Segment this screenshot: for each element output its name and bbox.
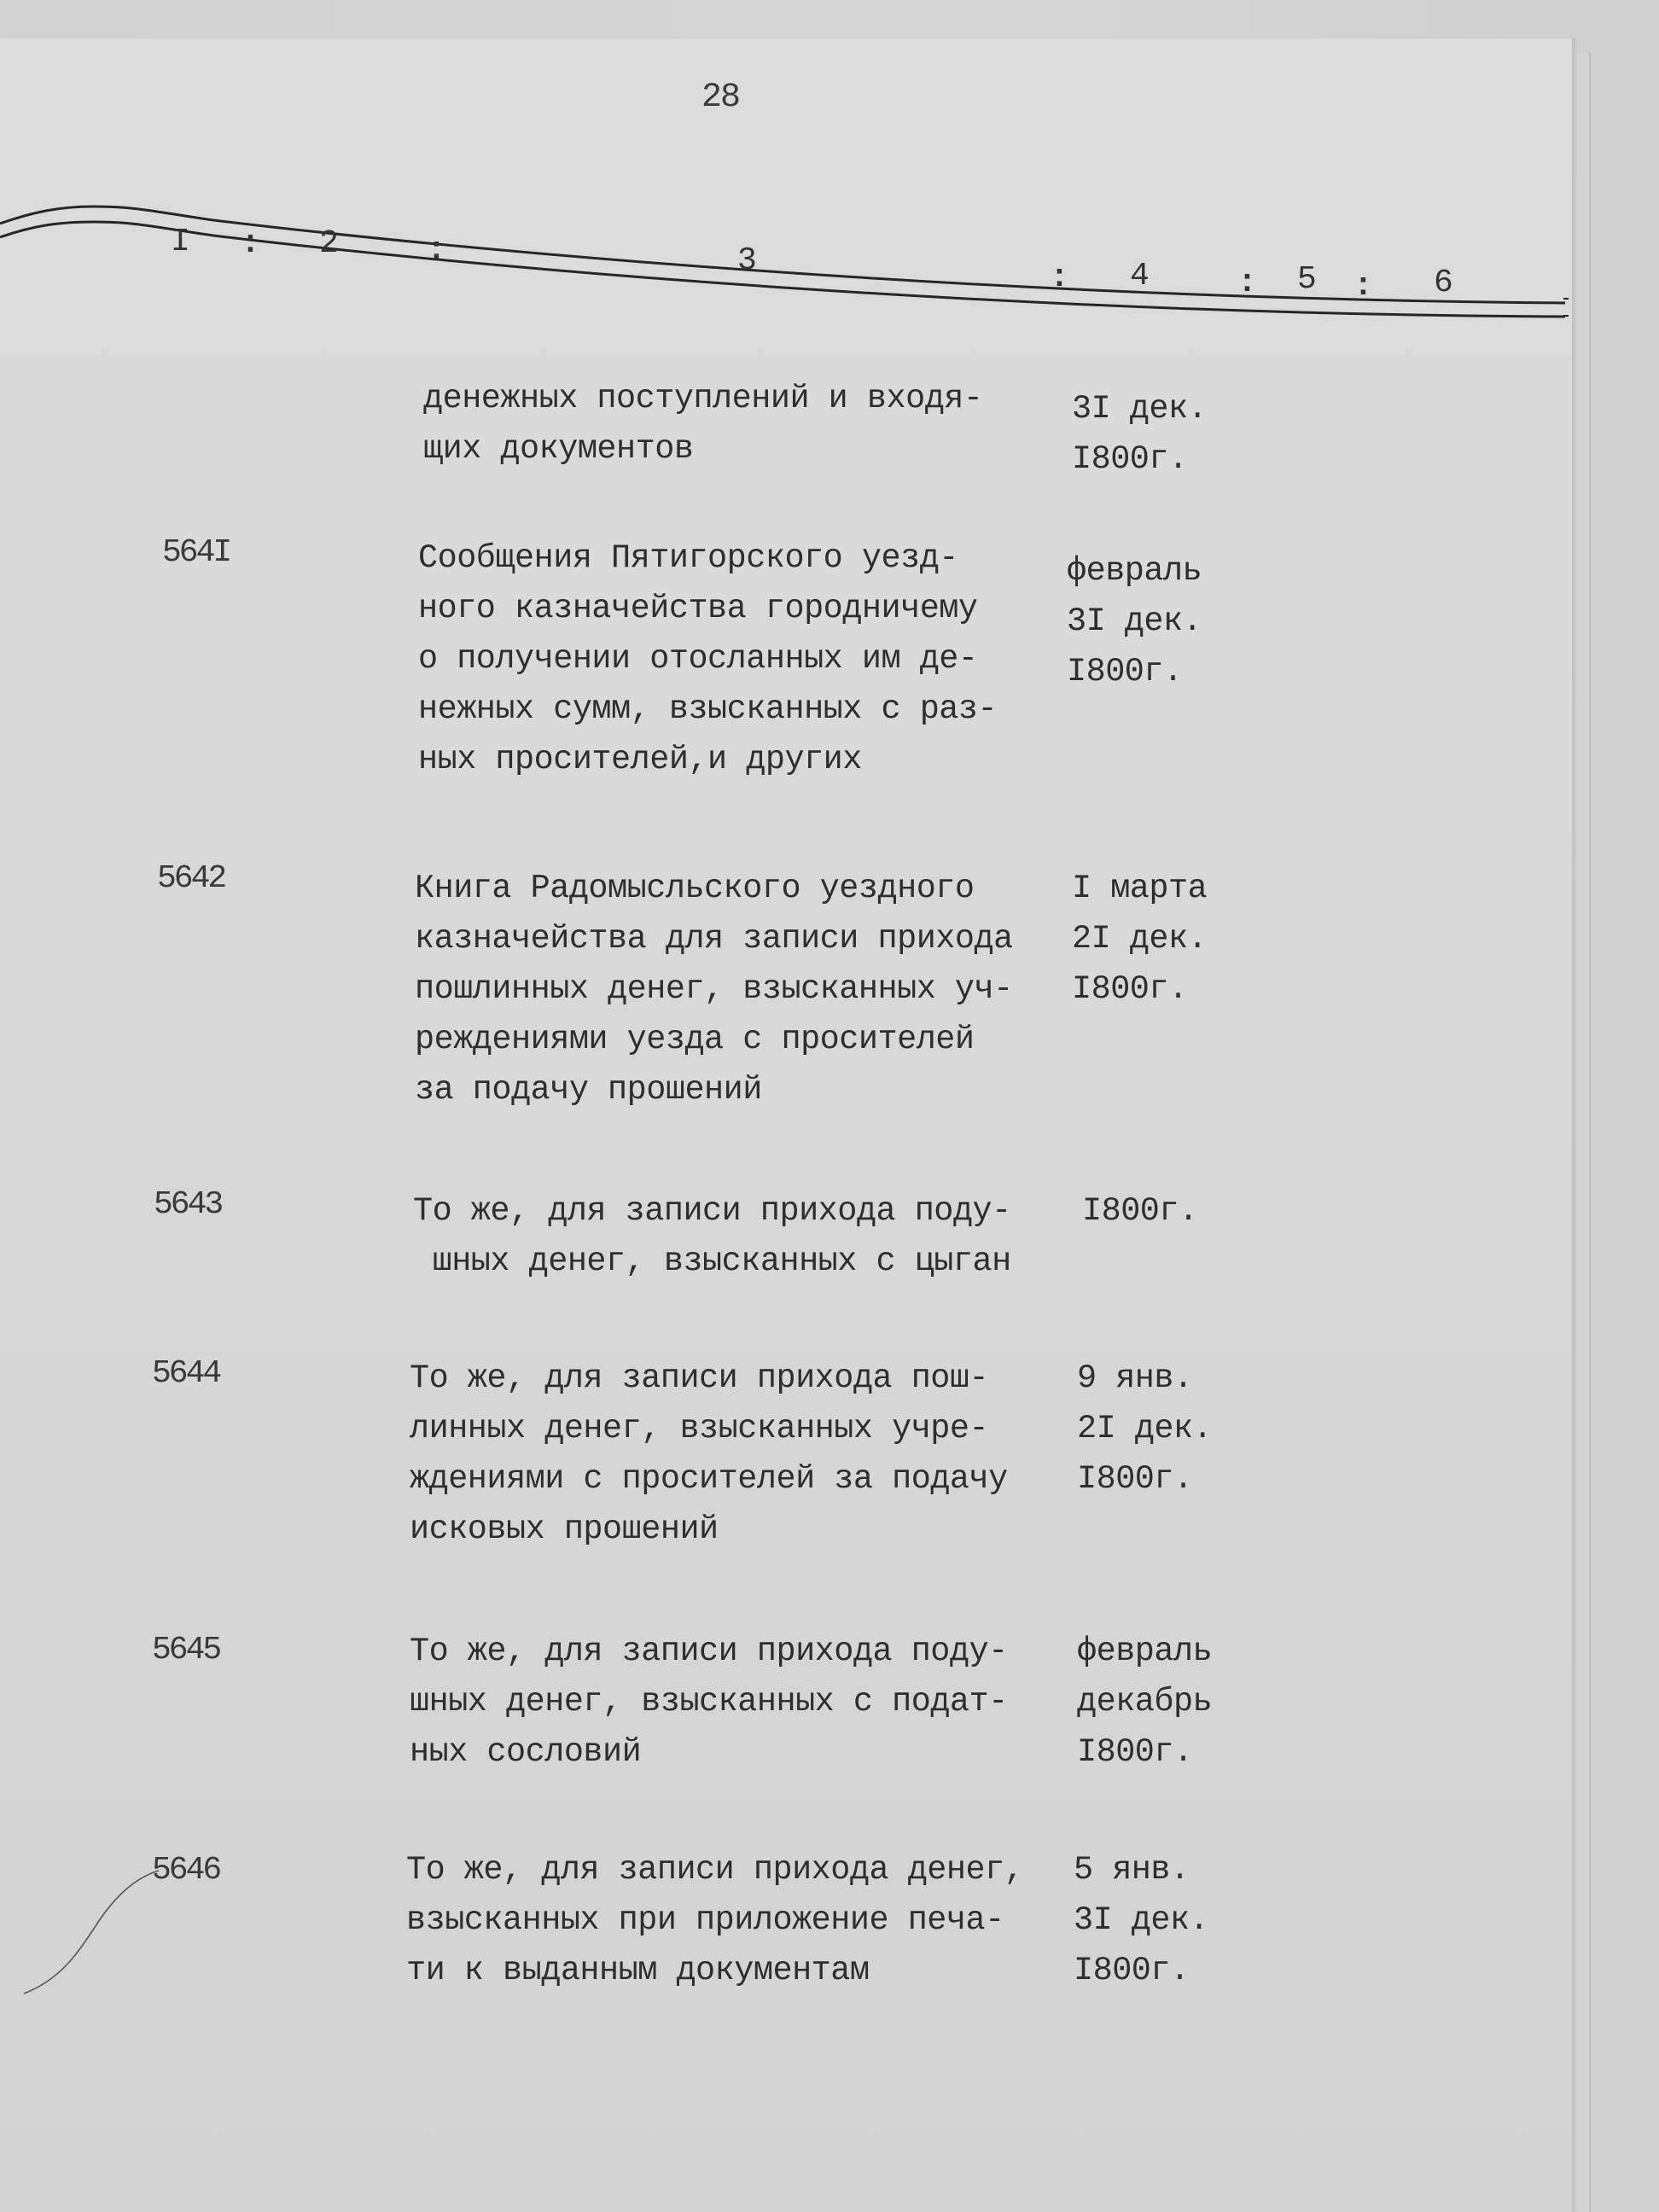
description-line: исковых прошений bbox=[410, 1511, 719, 1548]
entry-dates bbox=[1082, 1186, 1198, 1237]
description-line: нежных сумм, взысканных с раз- bbox=[418, 690, 998, 728]
date-line: I800г. bbox=[1077, 1460, 1193, 1498]
description-line: То же, для записи прихода пош- bbox=[410, 1359, 989, 1397]
entry-dates bbox=[1072, 384, 1207, 485]
column-header-6: 6 bbox=[1434, 265, 1453, 301]
entry-description bbox=[413, 1186, 1011, 1287]
entry-number: 5646 bbox=[152, 1852, 220, 1889]
description-line: ных сословий bbox=[410, 1733, 642, 1771]
date-line: 2I дек. bbox=[1077, 1410, 1213, 1447]
entry-description bbox=[418, 533, 997, 785]
page-number: 28 bbox=[701, 79, 740, 117]
column-separator: : bbox=[241, 225, 260, 262]
description-line: линных денег, взысканных учре- bbox=[410, 1410, 989, 1447]
column-header-3: 3 bbox=[737, 242, 757, 279]
column-header-2: 2 bbox=[319, 225, 339, 262]
date-line: 3I дек. bbox=[1067, 602, 1202, 640]
entry-description bbox=[415, 864, 1013, 1115]
description-line: То же, для записи прихода поду- bbox=[410, 1633, 1008, 1670]
date-line: I800г. bbox=[1077, 1733, 1193, 1771]
description-line: шных денег, взысканных с подат- bbox=[410, 1683, 1008, 1720]
column-separator: : bbox=[1050, 259, 1069, 296]
entry-number: 564I bbox=[162, 534, 230, 571]
description-line: ных просителей,и других bbox=[418, 741, 862, 778]
date-line: I марта bbox=[1072, 870, 1208, 907]
entry-dates bbox=[1074, 1845, 1208, 1996]
entry-number: 5644 bbox=[152, 1355, 220, 1392]
pencil-check-mark bbox=[0, 1826, 188, 1997]
header-rule-bottom bbox=[0, 222, 1565, 317]
description-line: ти к выданным документам bbox=[406, 1952, 870, 1989]
date-line: февраль bbox=[1077, 1633, 1213, 1670]
entry-number: 5645 bbox=[152, 1632, 220, 1668]
column-header-4: 4 bbox=[1130, 258, 1150, 294]
entry-number: 5642 bbox=[157, 860, 225, 897]
description-line: пошлинных денег, взысканных уч- bbox=[415, 970, 1013, 1008]
date-line: I800г. bbox=[1072, 970, 1188, 1008]
entry-dates bbox=[1067, 546, 1202, 697]
description-line: Сообщения Пятигорского уезд- bbox=[418, 539, 958, 577]
description-line: денежных поступлений и входя- bbox=[423, 380, 983, 417]
description-line: То же, для записи прихода поду- bbox=[413, 1192, 1011, 1230]
column-header-1: I bbox=[171, 224, 190, 260]
entry-dates bbox=[1077, 1353, 1212, 1505]
date-line: I800г. bbox=[1082, 1192, 1198, 1230]
date-line: декабрь bbox=[1077, 1683, 1213, 1720]
entry-description bbox=[406, 1845, 1023, 1996]
entry-description bbox=[410, 1353, 1008, 1555]
entry-dates bbox=[1072, 864, 1207, 1015]
description-line: шных денег, взысканных с цыган bbox=[413, 1243, 1011, 1280]
date-line: I800г. bbox=[1074, 1952, 1190, 1989]
table-header-rules bbox=[0, 0, 1659, 358]
date-line: I800г. bbox=[1067, 653, 1183, 690]
date-line: 5 янв. bbox=[1074, 1851, 1190, 1889]
date-line: февраль bbox=[1067, 552, 1202, 590]
entry-description bbox=[410, 1627, 1008, 1778]
description-line: казначейства для записи прихода bbox=[415, 920, 1013, 958]
description-line: щих документов bbox=[423, 430, 694, 468]
date-line: I800г. bbox=[1072, 440, 1188, 478]
date-line: 3I дек. bbox=[1072, 390, 1208, 428]
column-separator: : bbox=[1353, 268, 1373, 305]
entry-number: 5643 bbox=[154, 1186, 222, 1223]
description-line: Книга Радомысльского уездного bbox=[415, 870, 975, 907]
description-line: взысканных при приложение печа- bbox=[406, 1901, 1004, 1939]
date-line: 3I дек. bbox=[1074, 1901, 1209, 1939]
date-line: 2I дек. bbox=[1072, 920, 1208, 958]
description-line: реждениями уезда с просителей bbox=[415, 1021, 975, 1058]
entry-description bbox=[423, 374, 983, 474]
description-line: То же, для записи прихода денег, bbox=[406, 1851, 1024, 1889]
description-line: о получении отосланных им де- bbox=[418, 640, 978, 678]
description-line: ждениями с просителей за подачу bbox=[410, 1460, 1008, 1498]
date-line: 9 янв. bbox=[1077, 1359, 1193, 1397]
entry-dates bbox=[1077, 1627, 1212, 1778]
description-line: ного казначейства городничему bbox=[418, 590, 978, 627]
description-line: за подачу прошений bbox=[415, 1071, 762, 1109]
column-separator: : bbox=[427, 232, 446, 269]
column-separator: : bbox=[1237, 265, 1257, 301]
column-header-5: 5 bbox=[1297, 261, 1317, 298]
